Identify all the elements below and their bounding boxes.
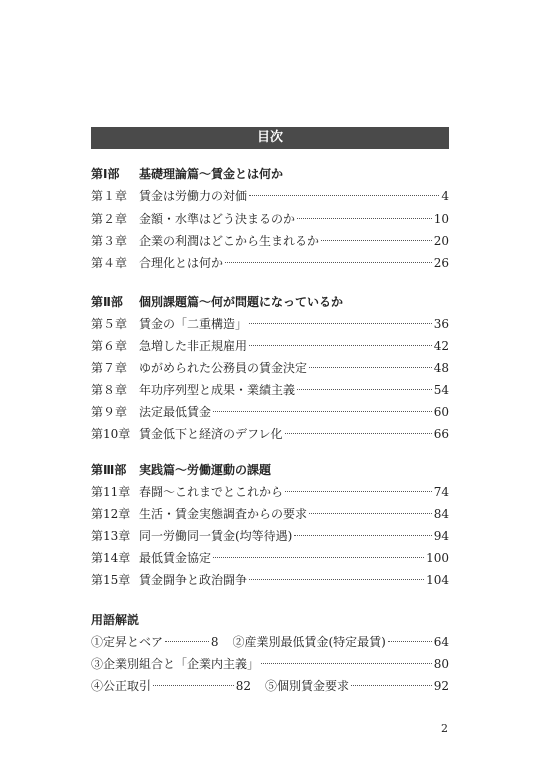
chapter-number: 第13章 [91,529,131,543]
dot-leader [213,557,424,558]
chapter-page: 74 [433,485,449,499]
part-number: 第Ⅰ部 [91,167,120,181]
dot-leader [297,389,432,390]
dot-leader [285,491,432,492]
toc-entry-chapter-4[interactable] [91,255,449,271]
toc-entry-chapter-12[interactable] [91,506,449,522]
toc-entry-chapter-8[interactable] [91,382,449,398]
chapter-page: 84 [433,507,449,521]
chapter-title: 最低賃金協定 [139,551,212,565]
toc-entry-chapter-9[interactable] [91,404,449,420]
part-number: 第Ⅲ部 [91,463,127,477]
chapter-title: 法定最低賃金 [139,405,212,419]
chapter-number: 第９章 [91,405,128,419]
glossary-page: 64 [433,635,449,649]
toc-entry-chapter-13[interactable] [91,528,449,544]
glossary-row-2 [91,656,449,672]
chapter-page: 54 [433,383,449,397]
toc-entry-chapter-15[interactable] [91,572,449,588]
toc-entry-chapter-7[interactable] [91,360,449,376]
page-number: 2 [441,722,448,735]
chapter-title: 合理化とは何か [139,256,224,270]
chapter-page: 42 [433,339,449,353]
chapter-title: 金額・水準はどう決まるのか [139,212,296,226]
chapter-page: 20 [433,234,449,248]
dot-leader [351,685,432,686]
dot-leader [249,579,424,580]
glossary-title: 用語解説 [91,613,140,627]
glossary-term[interactable]: ②産業別最低賃金(特定最賃) [232,635,386,649]
chapter-page: 60 [433,405,449,419]
dot-leader [225,262,432,263]
dot-leader [309,367,432,368]
glossary-term[interactable]: ③企業別組合と「企業内主義」 [91,657,260,671]
chapter-number: 第10章 [91,427,131,441]
toc-entry-chapter-2[interactable] [91,211,449,227]
toc-entry-chapter-10[interactable] [91,426,449,442]
chapter-page: 36 [433,317,449,331]
chapter-number: 第３章 [91,234,128,248]
part-3-heading [91,462,271,478]
chapter-title: 賃金闘争と政治闘争 [139,573,248,587]
chapter-page: 66 [433,427,449,441]
glossary-page: 8 [210,635,219,649]
chapter-title: 賃金は労働力の対価 [139,189,248,203]
toc-title-bar [91,127,449,149]
chapter-title: 企業の利潤はどこから生まれるか [139,234,320,248]
chapter-title: 春闘〜これまでとこれから [139,485,284,499]
dot-leader [165,641,209,642]
glossary-term[interactable]: ⑤個別賃金要求 [265,679,350,693]
dot-leader [213,411,432,412]
toc-entry-chapter-5[interactable] [91,316,449,332]
chapter-title: 生活・賃金実態調査からの要求 [139,507,308,521]
chapter-page: 100 [426,551,449,565]
toc-entry-chapter-3[interactable] [91,233,449,249]
chapter-number: 第８章 [91,383,128,397]
glossary-term[interactable]: ①定昇とベア [91,635,164,649]
chapter-page: 104 [426,573,449,587]
dot-leader [261,663,432,664]
chapter-title: 年功序列型と成果・業績主義 [139,383,296,397]
chapter-page: 4 [441,189,449,203]
dot-leader [249,345,432,346]
chapter-number: 第２章 [91,212,128,226]
part-title: 実践篇〜労働運動の課題 [139,463,272,477]
toc-entry-chapter-6[interactable] [91,338,449,354]
dot-leader [249,195,439,196]
dot-leader [294,535,431,536]
chapter-title: 賃金の「二重構造」 [139,317,248,331]
toc-entry-chapter-11[interactable] [91,484,449,500]
dot-leader [388,641,432,642]
chapter-number: 第15章 [91,573,131,587]
toc-entry-chapter-1[interactable] [91,188,449,204]
chapter-page: 94 [433,529,449,543]
chapter-title: 賃金低下と経済のデフレ化 [139,427,283,441]
dot-leader [285,433,432,434]
chapter-page: 26 [433,256,449,270]
part-title: 基礎理論篇〜賃金とは何か [139,167,284,181]
dot-leader [297,218,432,219]
glossary-page: 82 [235,679,251,693]
chapter-number: 第６章 [91,339,128,353]
glossary-page: 80 [433,657,449,671]
chapter-number: 第５章 [91,317,128,331]
dot-leader [321,240,432,241]
chapter-number: 第14章 [91,551,131,565]
glossary-heading [91,612,139,628]
part-2-heading [91,294,343,310]
dot-leader [249,323,432,324]
part-number: 第Ⅱ部 [91,295,123,309]
chapter-number: 第12章 [91,507,131,521]
glossary-term[interactable]: ④公正取引 [91,679,152,693]
chapter-page: 10 [433,212,449,226]
part-title: 個別課題篇〜何が問題になっているか [139,295,344,309]
glossary-row-3 [91,678,449,694]
toc-title: 目次 [256,130,283,145]
chapter-number: 第１章 [91,189,128,203]
chapter-title: ゆがめられた公務員の賃金決定 [139,361,308,375]
chapter-page: 48 [433,361,449,375]
glossary-row-1 [91,634,449,650]
chapter-number: 第11章 [91,485,131,499]
chapter-number: 第４章 [91,256,128,270]
dot-leader [309,513,432,514]
chapter-title: 急増した非正規雇用 [139,339,248,353]
toc-entry-chapter-14[interactable] [91,550,449,566]
part-1-heading [91,166,283,182]
dot-leader [153,685,234,686]
chapter-title: 同一労働同一賃金(均等待遇) [139,529,293,543]
glossary-page: 92 [433,679,449,693]
chapter-number: 第７章 [91,361,128,375]
